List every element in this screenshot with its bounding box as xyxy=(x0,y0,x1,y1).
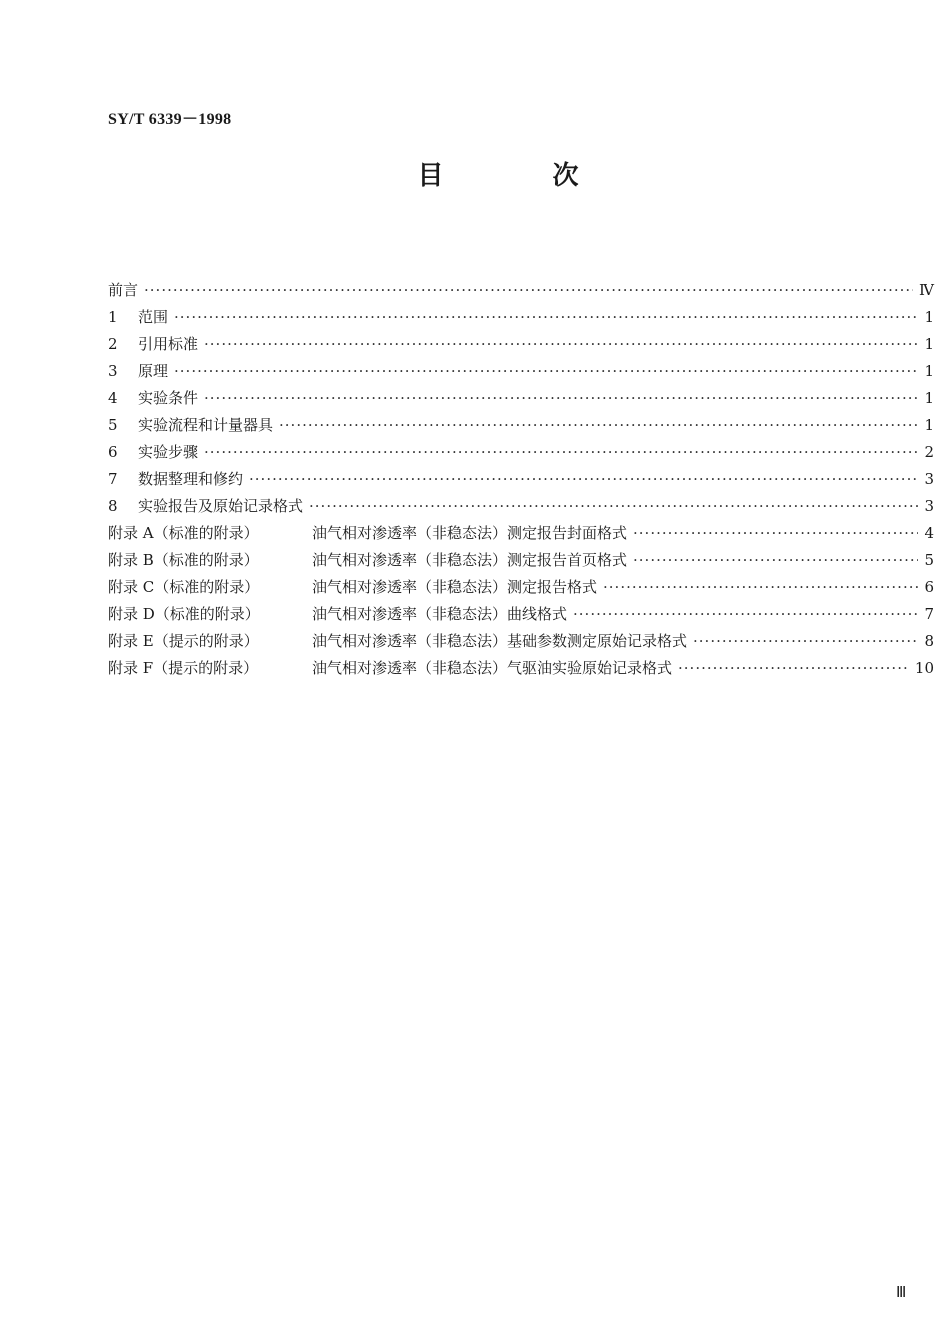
toc-entry-page: 1 xyxy=(924,416,934,434)
toc-entry[interactable] xyxy=(108,468,934,495)
dot-leader xyxy=(204,335,918,353)
toc-appendix-entry[interactable] xyxy=(108,549,934,576)
toc-appendix-entry[interactable] xyxy=(108,522,934,549)
dot-leader xyxy=(678,659,909,677)
appendix-label: 附录 C（标准的附录） xyxy=(108,578,260,596)
dot-leader xyxy=(573,605,918,623)
appendix-label: 附录 B（标准的附录） xyxy=(108,551,259,569)
toc-entry-title: 原理 xyxy=(138,362,169,380)
toc-entry-title: 范围 xyxy=(138,308,169,326)
appendix-title: 油气相对渗透率（非稳态法）曲线格式 xyxy=(312,605,568,623)
appendix-title: 油气相对渗透率（非稳态法）测定报告首页格式 xyxy=(312,551,628,569)
toc-entry-page: 1 xyxy=(924,335,934,353)
table-of-contents xyxy=(108,279,934,684)
appendix-title: 油气相对渗透率（非稳态法）基础参数测定原始记录格式 xyxy=(312,632,688,650)
toc-entry-number: 4 xyxy=(108,389,118,407)
appendix-label: 附录 D（标准的附录） xyxy=(108,605,260,623)
appendix-label: 附录 F（提示的附录） xyxy=(108,659,259,677)
toc-appendix-entry[interactable] xyxy=(108,630,934,657)
toc-entry[interactable] xyxy=(108,495,934,522)
toc-entry[interactable] xyxy=(108,441,934,468)
dot-leader xyxy=(174,362,918,380)
toc-entry-number: 1 xyxy=(108,308,118,326)
page-number: Ⅲ xyxy=(896,1285,907,1301)
toc-appendix-entry[interactable] xyxy=(108,603,934,630)
toc-entry-page: 1 xyxy=(924,389,934,407)
toc-entry-page: 1 xyxy=(924,362,934,380)
toc-entry-title: 实验条件 xyxy=(138,389,199,407)
toc-entry-title: 前言 xyxy=(108,281,139,299)
appendix-page: 4 xyxy=(924,524,934,542)
dot-leader xyxy=(633,524,918,542)
toc-entry-page: 3 xyxy=(924,497,934,515)
toc-entry-preface[interactable] xyxy=(108,279,934,306)
toc-entry-number: 7 xyxy=(108,470,118,488)
appendix-title: 油气相对渗透率（非稳态法）测定报告格式 xyxy=(312,578,598,596)
toc-entry[interactable] xyxy=(108,360,934,387)
appendix-title: 油气相对渗透率（非稳态法）气驱油实验原始记录格式 xyxy=(312,659,673,677)
appendix-title: 油气相对渗透率（非稳态法）测定报告封面格式 xyxy=(312,524,628,542)
appendix-page: 6 xyxy=(924,578,934,596)
dot-leader xyxy=(249,470,918,488)
toc-entry[interactable] xyxy=(108,306,934,333)
appendix-label: 附录 A（标准的附录） xyxy=(108,524,259,542)
toc-entry-number: 8 xyxy=(108,497,118,515)
toc-entry-number: 2 xyxy=(108,335,118,353)
toc-appendix-entry[interactable] xyxy=(108,657,934,684)
page-title: 目 次 xyxy=(417,161,629,191)
toc-entry-title: 实验报告及原始记录格式 xyxy=(138,497,304,515)
dot-leader xyxy=(204,443,918,461)
appendix-page: 10 xyxy=(914,659,934,677)
toc-entry-title: 实验步骤 xyxy=(138,443,199,461)
toc-entry-number: 5 xyxy=(108,416,118,434)
appendix-label: 附录 E（提示的附录） xyxy=(108,632,259,650)
dot-leader xyxy=(309,497,918,515)
dot-leader xyxy=(603,578,918,596)
dot-leader xyxy=(174,308,918,326)
appendix-page: 7 xyxy=(924,605,934,623)
toc-entry-number: 6 xyxy=(108,443,118,461)
appendix-page: 5 xyxy=(924,551,934,569)
toc-entry-page: Ⅳ xyxy=(919,281,934,299)
toc-entry-number: 3 xyxy=(108,362,118,380)
toc-entry-page: 2 xyxy=(924,443,934,461)
toc-entry[interactable] xyxy=(108,414,934,441)
dot-leader xyxy=(693,632,918,650)
dot-leader xyxy=(633,551,918,569)
toc-entry[interactable] xyxy=(108,387,934,414)
toc-entry-title: 实验流程和计量器具 xyxy=(138,416,274,434)
toc-entry-title: 数据整理和修约 xyxy=(138,470,244,488)
toc-entry-title: 引用标准 xyxy=(138,335,199,353)
toc-entry[interactable] xyxy=(108,333,934,360)
toc-appendix-entry[interactable] xyxy=(108,576,934,603)
appendix-page: 8 xyxy=(924,632,934,650)
dot-leader xyxy=(204,389,918,407)
dot-leader xyxy=(144,281,913,299)
toc-entry-page: 1 xyxy=(924,308,934,326)
dot-leader xyxy=(279,416,918,434)
standard-code: SY/T 6339－1998 xyxy=(108,111,232,128)
toc-entry-page: 3 xyxy=(924,470,934,488)
